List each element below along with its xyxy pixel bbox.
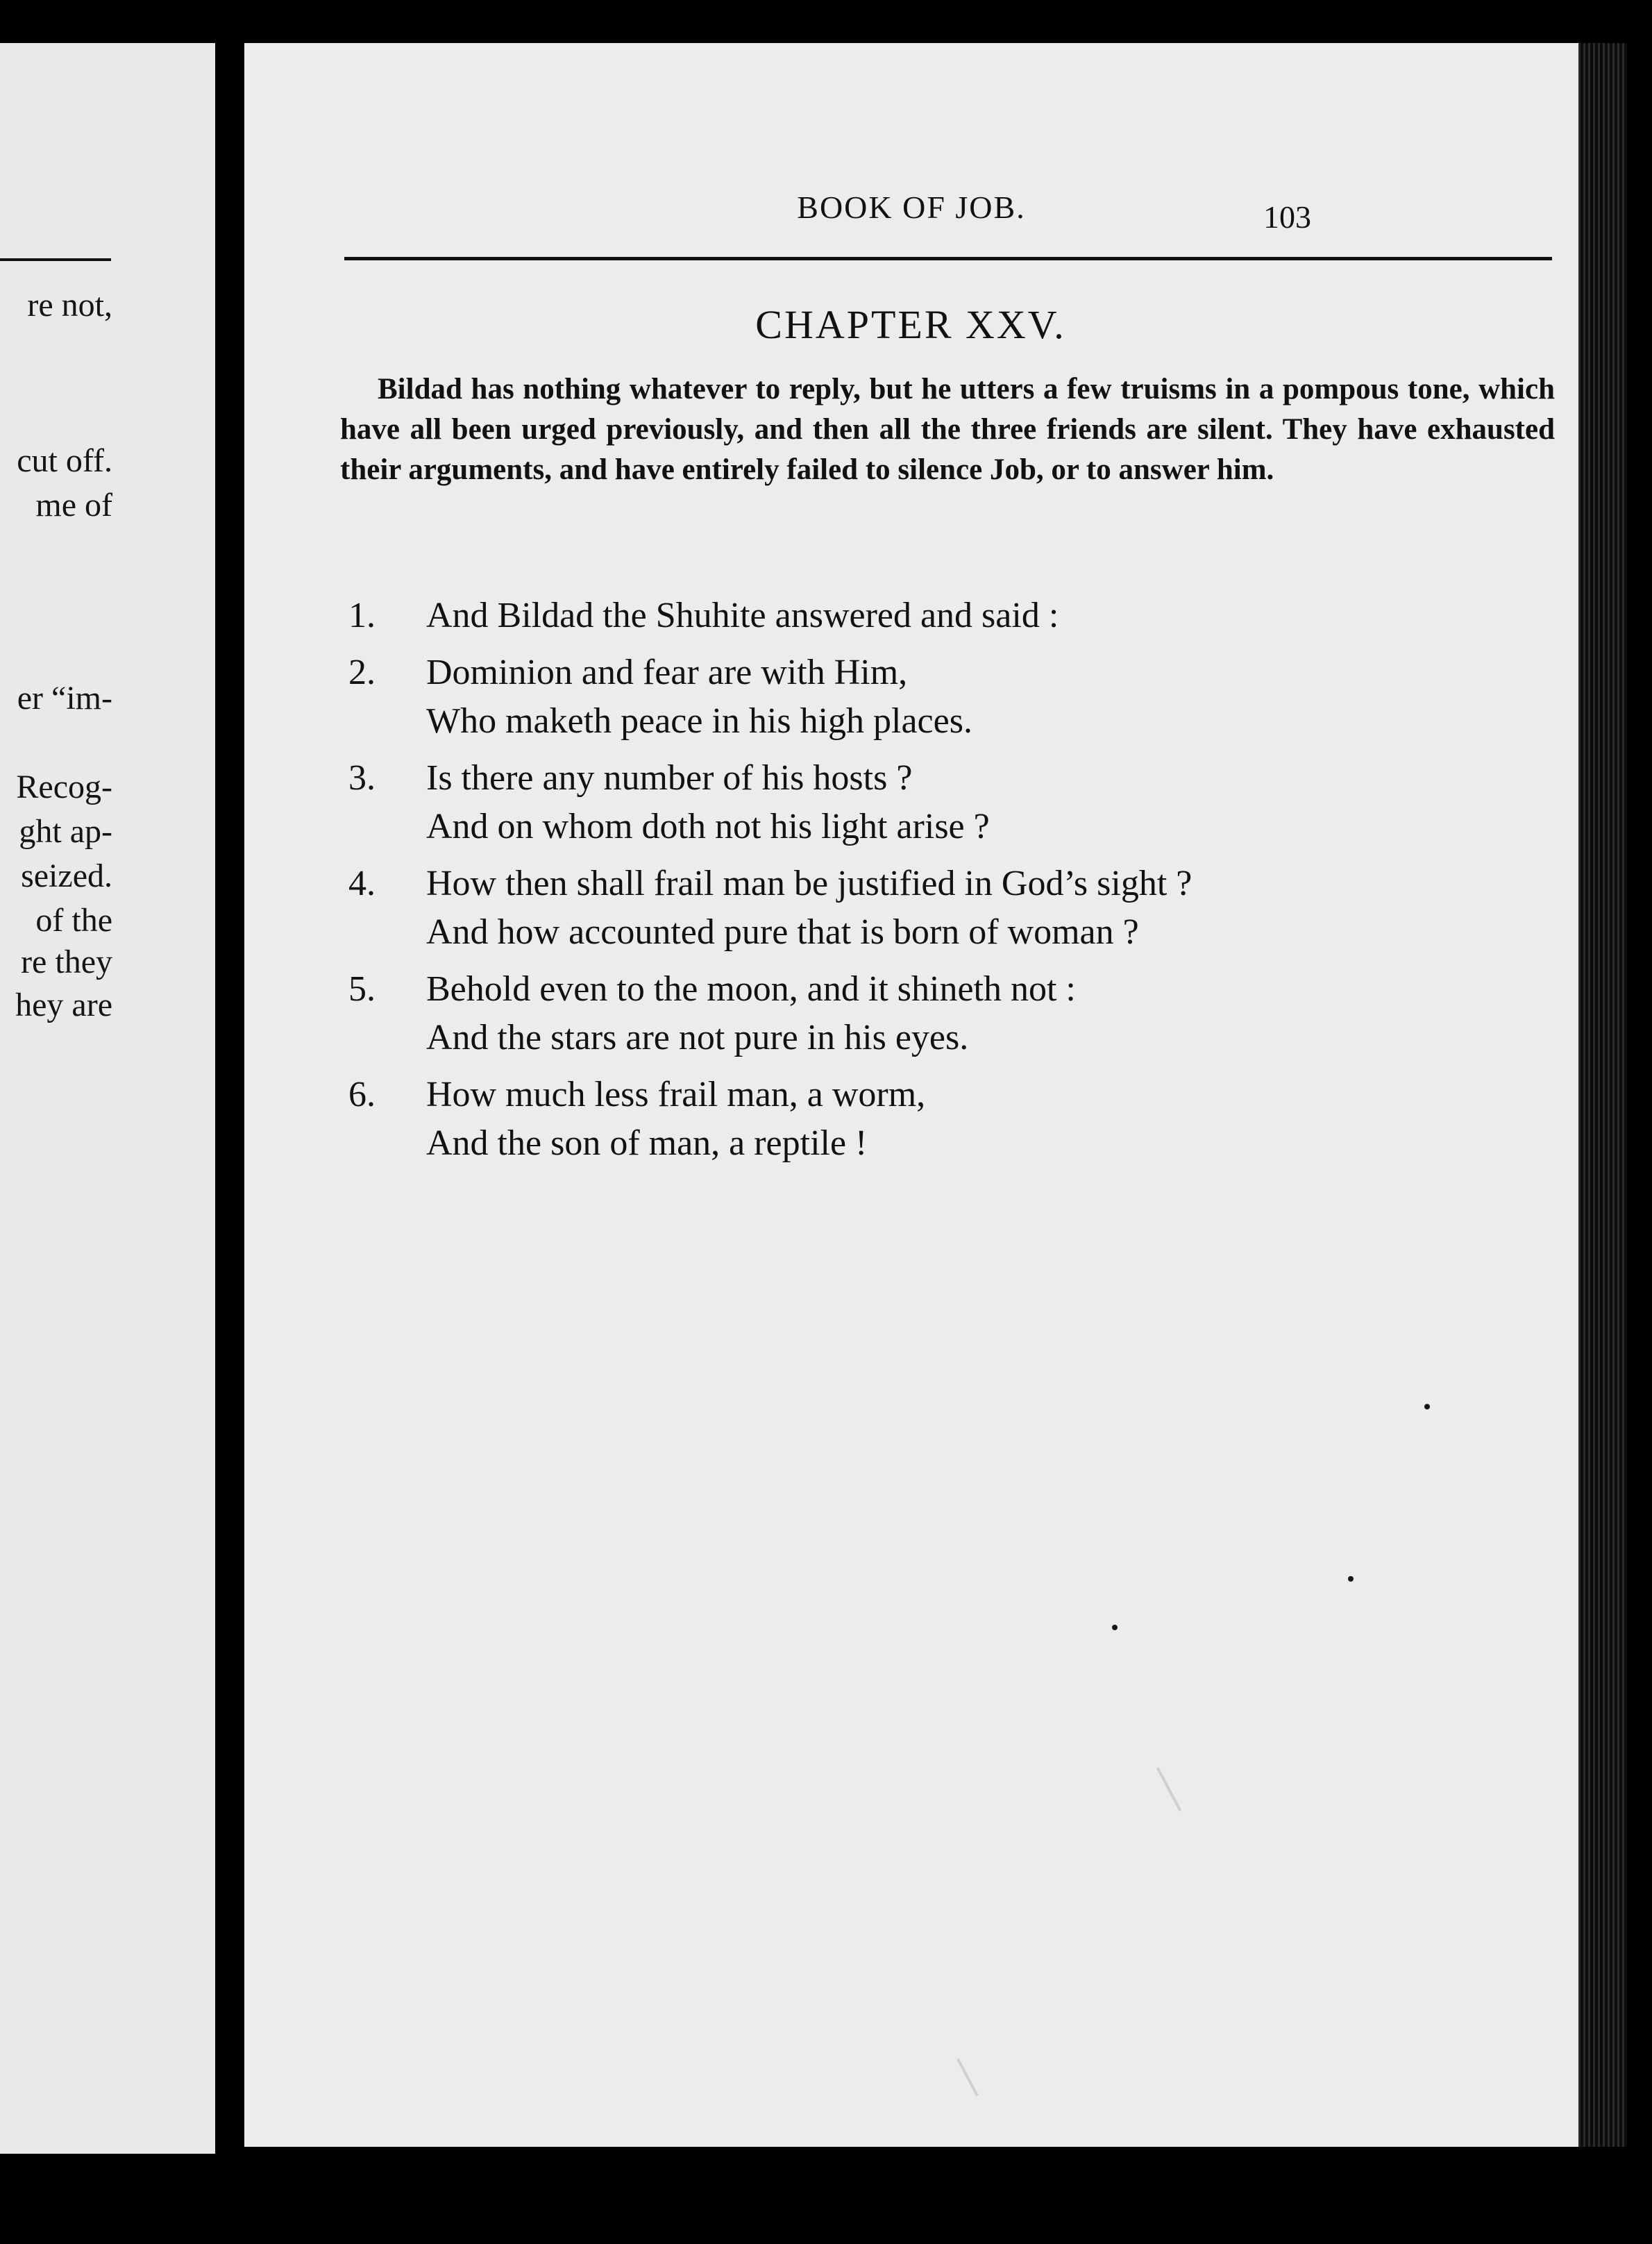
left-text-fragment: seized. (21, 857, 112, 894)
running-title: BOOK OF JOB. (797, 190, 1026, 225)
verse-number: 5. (348, 969, 376, 1009)
verse-line: And Bildad the Shuhite answered and said : (426, 596, 1059, 635)
verse-line: And the son of man, a reptile ! (426, 1123, 868, 1163)
chapter-title: CHAPTER XXV. (755, 302, 1066, 347)
page-edge-stack (1578, 43, 1627, 2147)
verse-number: 2. (348, 653, 376, 692)
verse (348, 754, 1563, 851)
left-text-fragment: of the (35, 902, 112, 939)
scan-scratch (956, 2059, 979, 2097)
verse-number: 3. (348, 758, 376, 798)
page-number: 103 (1263, 199, 1311, 235)
verse (348, 648, 1563, 746)
left-text-fragment: er “im- (17, 680, 112, 717)
left-text-fragment: re they (21, 944, 112, 980)
verse-line: Is there any number of his hosts ? (426, 758, 913, 798)
left-page-rule (0, 258, 111, 261)
left-text-fragment: cut off. (17, 442, 112, 479)
left-text-fragment: hey are (15, 987, 112, 1023)
verse-number: 4. (348, 864, 376, 903)
verse (348, 965, 1563, 1062)
chapter-summary: Bildad has nothing whatever to reply, but he utters a few truisms in a pompous tone, which have all been urged previously, and then all the three friends are silent. They have exhausted their arguments, and have entirely failed to silence Job, or to answer him. (340, 373, 1555, 486)
verse-line: Who maketh peace in his high places. (426, 701, 972, 741)
left-text-fragment: me of (35, 487, 112, 524)
verse-number: 6. (348, 1075, 376, 1114)
verse-number: 1. (348, 596, 376, 635)
scan-speck (1348, 1576, 1354, 1582)
verse-list (348, 592, 1563, 1176)
scan-speck (1424, 1404, 1430, 1409)
left-text-fragment: re not, (27, 287, 112, 324)
verse-line: Behold even to the moon, and it shineth not : (426, 969, 1076, 1009)
left-page-fragment (0, 43, 215, 2154)
verse-line: How then shall frail man be justified in God’s sight ? (426, 864, 1192, 903)
verse (348, 860, 1563, 957)
verse-line: And how accounted pure that is born of woman ? (426, 912, 1139, 952)
scan-scratch (1156, 1767, 1181, 1811)
left-text-fragment: ght ap- (19, 813, 112, 850)
verse-line: And on whom doth not his light arise ? (426, 807, 990, 846)
book-page (244, 43, 1578, 2147)
verse (348, 592, 1563, 640)
verse (348, 1071, 1563, 1168)
left-text-fragment: Recog- (16, 769, 112, 805)
header-rule (344, 257, 1552, 260)
verse-line: How much less frail man, a worm, (426, 1075, 926, 1114)
scan-speck (1112, 1625, 1118, 1630)
verse-line: And the stars are not pure in his eyes. (426, 1018, 969, 1057)
verse-line: Dominion and fear are with Him, (426, 653, 908, 692)
